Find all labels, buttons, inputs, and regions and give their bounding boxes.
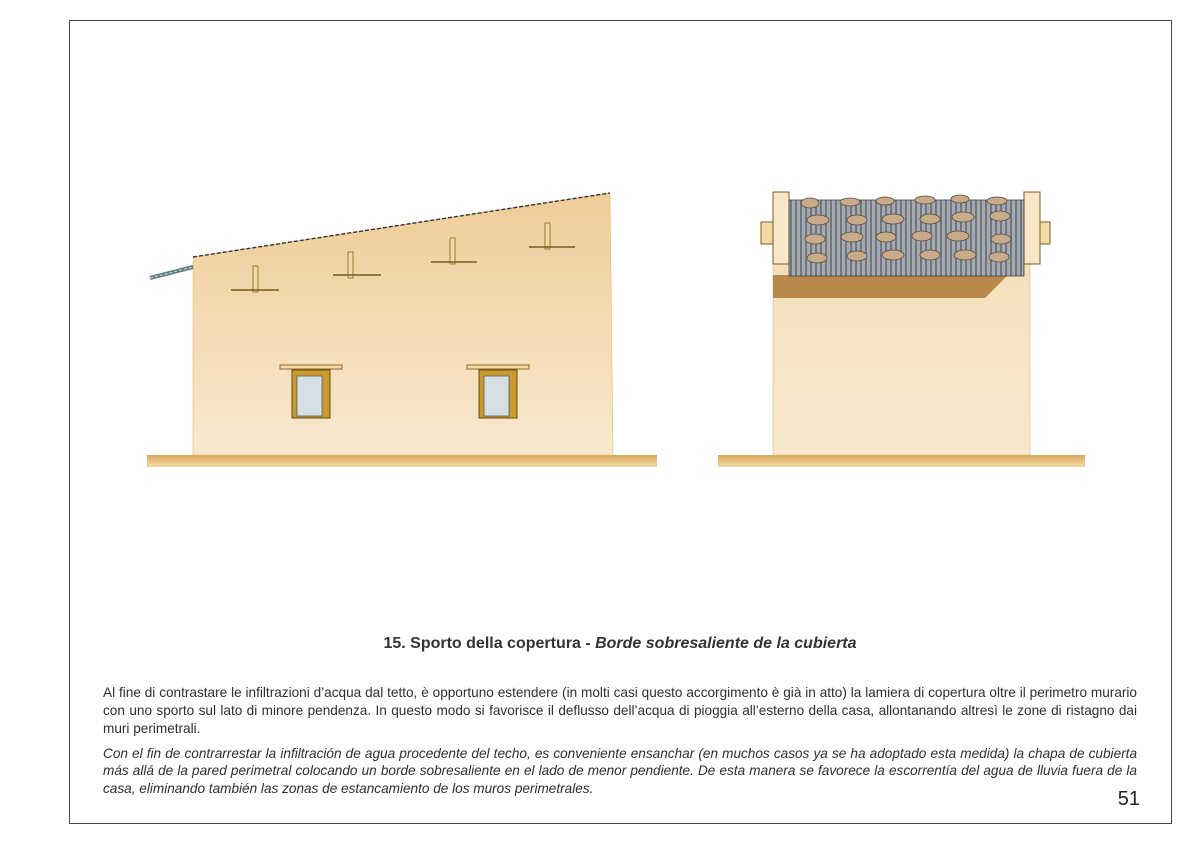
roof-overhang [150,267,193,278]
page-number: 51 [1117,788,1140,810]
caption-separator: - [585,635,591,652]
caption-title-spanish: Borde sobresaliente de la cubierta [595,635,857,652]
front-elevation-house [718,192,1085,467]
paragraph-spanish: Con el fin de contrarrestar la infiltración de agua procedente del techo, es conveniente ensanchar (en muchos casos ya se ha adoptado esta medida) la chapa de cubierta más allá de la pared perimetral colocando un borde sobresaliente en el lado de menor pendiente. De esta manera se favorece la escorrentía del agua de lluvia fuera de la casa, eliminando también las zonas de estancamiento de los muros perimetrales. [103,745,1137,796]
roof-shadow [773,275,1008,298]
ground-line-right [718,455,1085,467]
caption-title-italian: 15. Sporto della copertura [383,635,581,652]
figure-caption [100,635,1140,653]
ground-line-left [147,455,657,467]
paragraph-italian: Al fine di contrastare le infiltrazioni d’acqua dal tetto, è opportuno estendere (in molti casi questo accorgimento è già in atto) la lamiera di copertura oltre il perimetro murario con uno sporto sul lato di minore pendenza. In questo modo si favorisce il deflusso dell’acqua di pioggia all’esterno della casa, allontanando altresì le zone di ristagno dai muri perimetrali. [103,684,1137,736]
side-elevation-house [147,193,657,467]
